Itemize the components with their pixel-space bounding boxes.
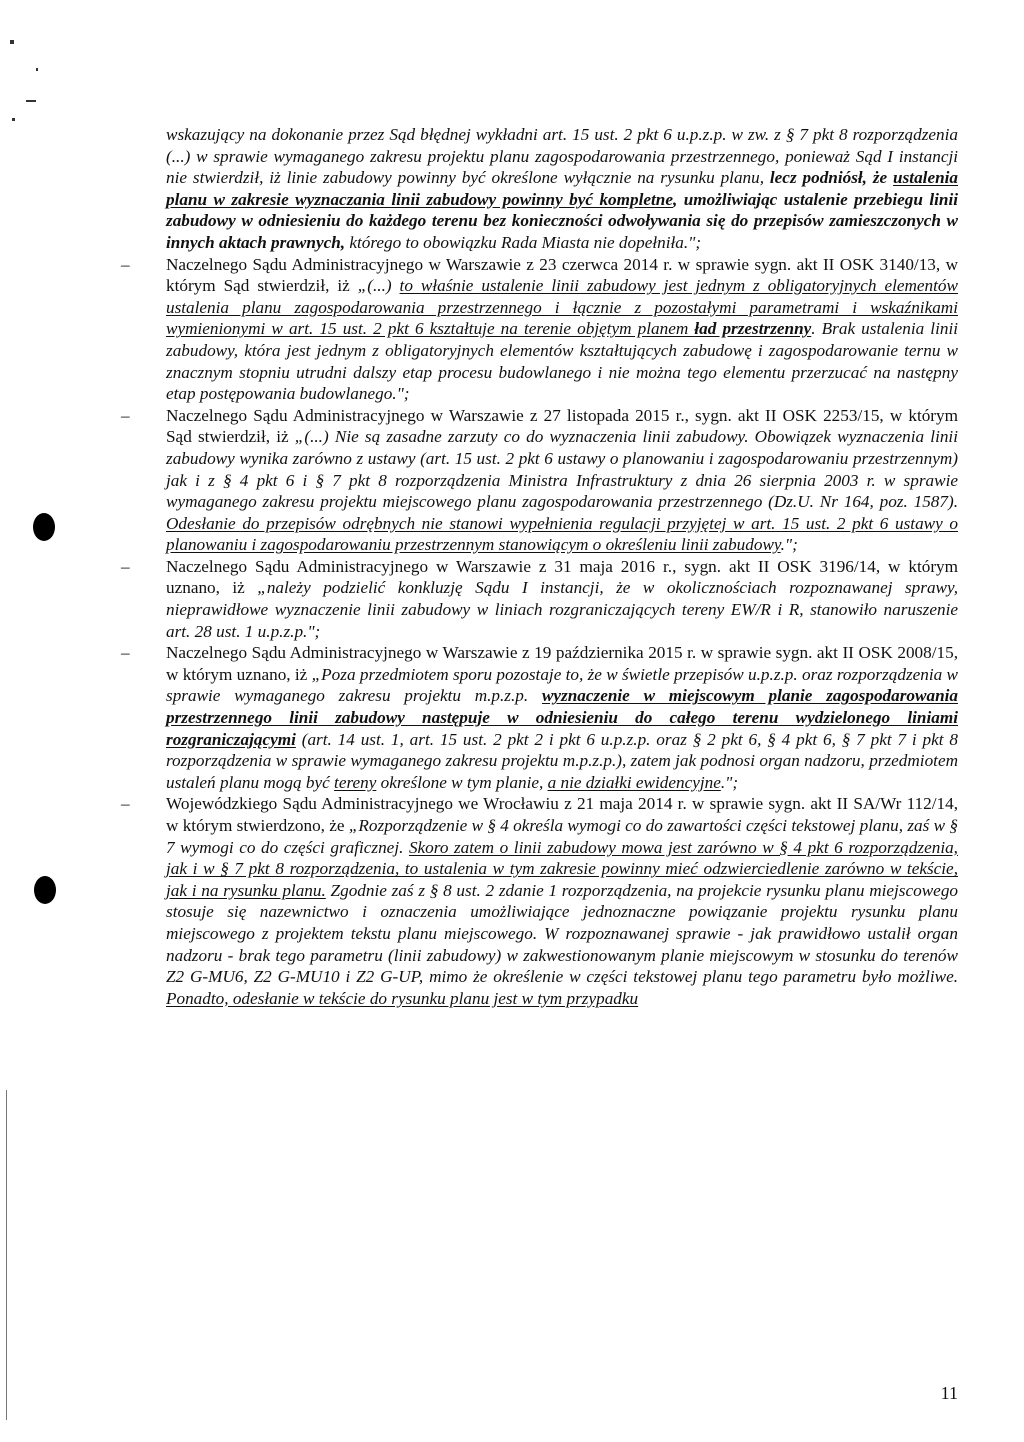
text-run: to właśnie ustalenie linii zabudowy jest jednym z obligatoryjnych elementów ustalenia planu zagospodarowania przestrzennego i łącznie z pozostałymi parametrami i wskaźnikami wymienionymi w art. 15 ust. 2 pkt 6 kształtuje na terenie objętym planem xyxy=(166,276,958,339)
case-item xyxy=(121,254,958,405)
text-run: Skoro zatem o linii zabudowy mowa jest zarówno w § 4 pkt 6 rozporządzenia, jak i w § 7 pkt 8 rozporządzenia, to ustalenia w tym zakresie powinny mieć odzwierciedlenie zarówno w tekście, jak i na rysunku planu. xyxy=(166,837,958,900)
scan-edge-line xyxy=(6,1090,7,1420)
punch-hole-top xyxy=(33,513,55,541)
text-run: ład przestrzenny xyxy=(694,319,812,339)
case-item xyxy=(121,793,959,1009)
text-run: Zgodnie zaś z § 8 ust. 2 zdanie 1 rozporządzenia, na projekcie rysunku planu miejscowego stosuje się nazewnictwo i oznaczenia umożliwiające jednoznaczne powiązanie projektu rysunku planu miejscowego z projektem tekstu planu miejscowego. W rozpoznawanej sprawie - jak prawidłowo ustalił organ nadzoru - brak tego parametru (linii zabudowy) w zakwestionowanym planie miejscowym w stosunku do terenów Z2 G-MU6, Z2 G-MU10 i Z2 G-UP, mimo że określenie w części tekstowej planu tego parametru było możliwe. xyxy=(166,880,959,987)
text-run: lecz podniósł, że xyxy=(769,168,894,188)
text-run: „(...) xyxy=(357,276,400,296)
list-dash: – xyxy=(121,556,130,576)
text-run: ."; xyxy=(780,535,798,555)
text-run: (art. 14 ust. 1, art. 15 ust. 2 pkt 2 i pkt 6 u.p.z.p. oraz § 2 pkt 6, § 4 pkt 6, § 7 pkt 7 i pkt 8 rozporządzenia w sprawie wymaganego zakresu projektu m.p.z.p.), zatem jak podnosi organ nadzoru, przedmiotem ustaleń planu mogą być xyxy=(166,729,958,792)
document-body xyxy=(121,124,959,1009)
text-run: Wojewódzkiego Sądu Administracyjnego we Wrocławiu z 21 maja 2014 r. w sprawie sygn. akt II SA/Wr 112/14, w którym stwierdzono, że xyxy=(166,794,958,835)
text-run: , umożliwiając ustalenie przebiegu linii zabudowy w odniesieniu do każdego terenu bez konieczności odwoływania się do przepisów zamieszczonych w innych aktach prawnych, xyxy=(166,189,958,252)
scan-speck xyxy=(12,118,15,121)
case-item xyxy=(121,642,958,793)
page-number: 11 xyxy=(940,1383,958,1403)
text-run: którego to obowiązku Rada Miasta nie dopełniła."; xyxy=(349,232,702,252)
list-dash: – xyxy=(121,254,130,274)
case-item xyxy=(121,556,958,642)
text-run: Odesłanie do przepisów odrębnych nie stanowi wypełnienia regulacji przyjętej w art. 15 ust. 2 pkt 6 ustawy o planowaniu i zagospodarowaniu przestrzennym stanowiącym o określeniu linii zabudowy xyxy=(166,513,958,555)
text-run: „Rozporządzenie w § 4 określa wymogi co do zawartości części tekstowej planu, zaś w § 7 wymogi co do części graficznej. xyxy=(166,816,959,857)
text-run: ustalenia planu w zakresie wyznaczania linii zabudowy powinny być kompletne xyxy=(166,168,958,209)
text-run: Ponadto, odesłanie w tekście do rysunku planu jest w tym przypadku xyxy=(166,988,639,1008)
text-run: wyznaczenie w miejscowym planie zagospodarowania przestrzennego linii zabudowy następuje w odniesieniu do całego terenu wydzielonego liniami rozgraniczającymi xyxy=(166,686,958,749)
punch-hole-bottom xyxy=(34,876,56,904)
list-dash: – xyxy=(121,405,130,425)
text-run: Naczelnego Sądu Administracyjnego w Warszawie z 27 listopada 2015 r., sygn. akt II OSK 2253/15, w którym Sąd stwierdził, iż xyxy=(166,405,958,447)
scan-speck xyxy=(26,100,36,102)
text-run: . Brak ustalenia linii zabudowy, która jest jednym z obligatoryjnych elementów kształtujących zabudowę i zagospodarowanie ternu w znacznym stopniu utrudni dalszy etap procesu budowlanego i nie można tego elementu przerzucać na następny etap postępowania budowlanego."; xyxy=(166,319,958,404)
scan-speck xyxy=(10,40,14,44)
text-run: ."; xyxy=(720,772,739,792)
text-run: Naczelnego Sądu Administracyjnego w Warszawie z 31 maja 2016 r., sygn. akt II OSK 3196/14, w którym uznano, iż xyxy=(166,556,958,598)
text-run: „Poza przedmiotem sporu pozostaje to, że w świetle przepisów u.p.z.p. oraz rozporządzenia w sprawie wymaganego zakresu projektu m.p.z.p. xyxy=(166,664,958,706)
text-run: tereny xyxy=(334,772,377,792)
text-run: Naczelnego Sądu Administracyjnego w Warszawie z 19 października 2015 r. w sprawie sygn. akt II OSK 2008/15, w którym uznano, iż xyxy=(166,643,958,684)
list-dash: – xyxy=(121,794,130,814)
list-dash: – xyxy=(121,643,130,663)
intro-paragraph xyxy=(166,124,958,254)
case-item xyxy=(121,405,958,556)
text-run: a nie działki ewidencyjne xyxy=(547,772,721,792)
text-run: „należy podzielić konkluzję Sądu I instancji, że w okolicznościach rozpoznawanej sprawy, nieprawidłowe wyznaczenie linii zabudowy w liniach rozgraniczających tereny EW/R i R, stanowiło naruszenie art. 28 ust. 1 u.p.z.p."; xyxy=(166,578,958,641)
text-run: wskazujący na dokonanie przez Sąd błędnej wykładni art. 15 ust. 2 pkt 6 u.p.z.p. w zw. z § 7 pkt 8 rozporządzenia (...) w sprawie wymaganego zakresu projektu planu zagospodarowania przestrzennego, ponieważ Sąd I instancji nie stwierdził, iż linie zabudowy powinny być określone wyłącznie na rysunku planu, xyxy=(166,125,958,188)
scan-speck xyxy=(36,68,38,71)
text-run: Naczelnego Sądu Administracyjnego w Warszawie z 23 czerwca 2014 r. w sprawie sygn. akt II OSK 3140/13, w którym Sąd stwierdził, iż xyxy=(166,254,958,296)
text-run: „(...) Nie są zasadne zarzuty co do wyznaczenia linii zabudowy. Obowiązek wyznaczenia linii zabudowy wynika zarówno z ustawy (art. 15 ust. 2 pkt 6 ustawy o planowaniu i zagospodarowaniu przestrzennym) jak i z § 4 pkt 6 i § 7 pkt 8 rozporządzenia Ministra Infrastruktury z dnia 26 sierpnia 2003 r. w sprawie wymaganego zakresu projektu miejscowego planu zagospodarowania przestrzennego (Dz.U. Nr 164, poz. 1587). xyxy=(166,427,958,512)
text-run: określone w tym planie, xyxy=(376,772,548,792)
case-list xyxy=(121,254,959,1010)
